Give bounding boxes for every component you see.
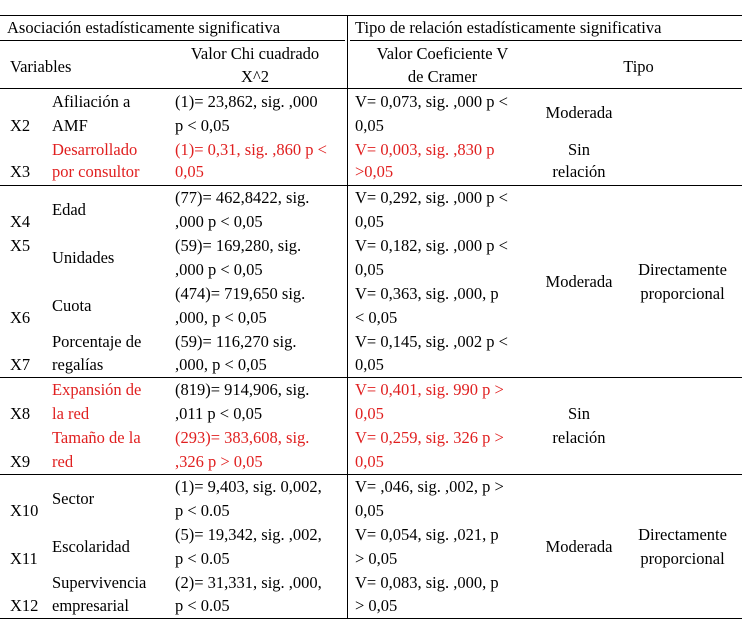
row-chi-x11-1: (5)= 19,342, sig. ,002, — [175, 525, 322, 544]
row-v-x11-1: V= 0,054, sig. ,021, p — [355, 525, 499, 544]
row-var-x10-1: Sector — [52, 489, 95, 508]
row-var-x9-1: Tamaño de la — [52, 428, 141, 447]
rule-group-left — [0, 40, 345, 41]
rule-group-right — [350, 40, 742, 41]
row-chi-x6-1: (474)= 719,650 sig. — [175, 284, 306, 303]
row-chi-x2-2: p < 0,05 — [175, 116, 230, 135]
header-chi-line1: Valor Chi cuadrado — [190, 44, 320, 63]
row-chi-x8-1: (819)= 914,906, sig. — [175, 380, 310, 399]
row-chi-x11-2: p < 0.05 — [175, 549, 230, 568]
row-var-x12-1: Supervivencia — [52, 573, 147, 592]
row-chi-x4-2: ,000 p < 0,05 — [175, 212, 263, 231]
group2-tipo-1: Directamente — [638, 260, 727, 279]
row-id-x8: X8 — [10, 404, 31, 423]
row-id-x9: X9 — [10, 452, 31, 471]
row-var-x8-1: Expansión de — [52, 380, 142, 399]
row-chi-x3-1: (1)= 0,31, sig. ,860 p < — [175, 140, 327, 159]
row-chi-x12-2: p < 0.05 — [175, 596, 230, 615]
header-tipo: Tipo — [623, 57, 654, 76]
row-chi-x9-1: (293)= 383,608, sig. — [175, 428, 310, 447]
row-id-x6: X6 — [10, 308, 31, 327]
row-id-x2: X2 — [10, 116, 31, 135]
row-v-x6-2: < 0,05 — [355, 308, 398, 327]
row-var-x8-2: la red — [52, 404, 90, 423]
row-v-x10-1: V= ,046, sig. ,002, p > — [355, 477, 504, 496]
row-chi-x10-1: (1)= 9,403, sig. 0,002, — [175, 477, 322, 496]
row-var-x3-2: por consultor — [52, 162, 140, 181]
group3-sin-1: Sin — [567, 404, 590, 423]
row-v-x12-2: > 0,05 — [355, 596, 398, 615]
row-var-x4-1: Edad — [52, 200, 86, 219]
row-v-x8-1: V= 0,401, sig. 990 p > — [355, 380, 504, 399]
row-v-x5-1: V= 0,182, sig. ,000 p < — [355, 236, 508, 255]
row-v-x4-2: 0,05 — [355, 212, 384, 231]
group4-tipo-2: proporcional — [640, 549, 725, 568]
header-group-left: Asociación estadísticamente significativa — [7, 18, 281, 37]
group1-moderada: Moderada — [545, 103, 613, 122]
row-v-x8-2: 0,05 — [355, 404, 384, 423]
row-v-x3-1: V= 0,003, sig. ,830 p — [355, 140, 495, 159]
row-v-x6-1: V= 0,363, sig. ,000, p — [355, 284, 499, 303]
row-id-x10: X10 — [10, 501, 39, 520]
row-chi-x5-1: (59)= 169,280, sig. — [175, 236, 302, 255]
row-var-x7-2: regalías — [52, 355, 104, 374]
row-chi-x7-2: ,000, p < 0,05 — [175, 355, 267, 374]
row-chi-x10-2: p < 0.05 — [175, 501, 230, 520]
row-id-x5: X5 — [10, 236, 31, 255]
divider-vertical — [347, 15, 348, 619]
header-group-right: Tipo de relación estadísticamente significativa — [355, 18, 662, 37]
header-variables: Variables — [10, 57, 72, 76]
group4-tipo-1: Directamente — [638, 525, 727, 544]
row-var-x6-1: Cuota — [52, 296, 92, 315]
row-var-x2-1: Afiliación a — [52, 92, 131, 111]
row-v-x10-2: 0,05 — [355, 501, 384, 520]
group2-moderada: Moderada — [545, 272, 613, 291]
row-chi-x9-2: ,326 p > 0,05 — [175, 452, 263, 471]
row-chi-x7-1: (59)= 116,270 sig. — [175, 332, 297, 351]
row-var-x12-2: empresarial — [52, 596, 129, 615]
row-v-x7-2: 0,05 — [355, 355, 384, 374]
row-chi-x4-1: (77)= 462,8422, sig. — [175, 188, 310, 207]
row-v-x5-2: 0,05 — [355, 260, 384, 279]
group3-sin-2: relación — [552, 428, 606, 447]
row-v-x9-2: 0,05 — [355, 452, 384, 471]
row-chi-x12-1: (2)= 31,331, sig. ,000, — [175, 573, 322, 592]
row-id-x11: X11 — [10, 549, 38, 568]
row-chi-x3-2: 0,05 — [175, 162, 204, 181]
row-v-x12-1: V= 0,083, sig. ,000, p — [355, 573, 499, 592]
row-var-x9-2: red — [52, 452, 74, 471]
row-id-x4: X4 — [10, 212, 31, 231]
row-var-x2-2: AMF — [52, 116, 88, 135]
group1-sin-1: Sin — [567, 140, 590, 159]
header-v-line2: de Cramer — [407, 67, 478, 86]
row-chi-x8-2: ,011 p < 0,05 — [175, 404, 263, 423]
row-var-x5-1: Unidades — [52, 248, 115, 267]
row-id-x3: X3 — [10, 162, 31, 181]
group4-moderada: Moderada — [545, 537, 613, 556]
row-chi-x2-1: (1)= 23,862, sig. ,000 — [175, 92, 318, 111]
header-v-line1: Valor Coeficiente V — [376, 44, 509, 63]
row-chi-x6-2: ,000, p < 0,05 — [175, 308, 267, 327]
row-id-x7: X7 — [10, 355, 31, 374]
row-v-x4-1: V= 0,292, sig. ,000 p < — [355, 188, 508, 207]
row-v-x2-2: 0,05 — [355, 116, 384, 135]
row-var-x3-1: Desarrollado — [52, 140, 138, 159]
row-v-x3-2: >0,05 — [355, 162, 394, 181]
row-v-x2-1: V= 0,073, sig. ,000 p < — [355, 92, 508, 111]
row-v-x9-1: V= 0,259, sig. 326 p > — [355, 428, 504, 447]
header-chi-line2: X^2 — [241, 67, 269, 86]
row-v-x7-1: V= 0,145, sig. ,002 p < — [355, 332, 508, 351]
group2-tipo-2: proporcional — [640, 284, 725, 303]
row-var-x7-1: Porcentaje de — [52, 332, 142, 351]
group1-sin-2: relación — [552, 162, 606, 181]
row-v-x11-2: > 0,05 — [355, 549, 398, 568]
row-id-x12: X12 — [10, 596, 39, 615]
row-chi-x5-2: ,000 p < 0,05 — [175, 260, 263, 279]
row-var-x11-1: Escolaridad — [52, 537, 130, 556]
